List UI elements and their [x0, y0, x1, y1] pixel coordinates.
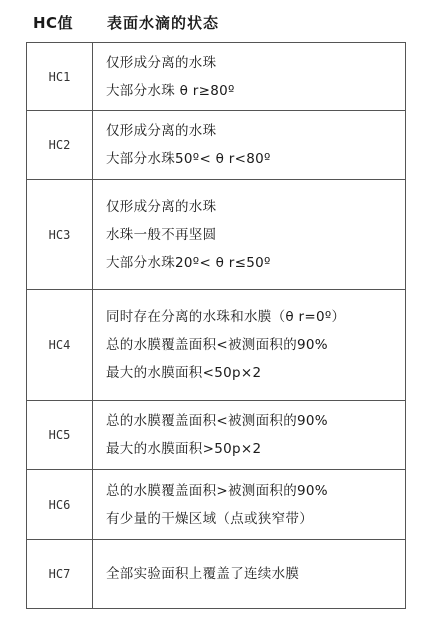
table-header: [0, 12, 426, 36]
description-cell: [93, 401, 405, 469]
description-line: 大部分水珠20º< θ r≤50º: [106, 254, 271, 271]
description-cell: [93, 540, 405, 608]
description-line: 大部分水珠 θ r≥80º: [106, 82, 235, 99]
hc-code-cell: HC3: [27, 180, 93, 289]
table-row: [27, 43, 405, 111]
description-cell: [93, 43, 405, 110]
description-line: 全部实验面积上覆盖了连续水膜: [106, 566, 300, 582]
description-cell: [93, 470, 405, 539]
description-line: 总的水膜覆盖面积>被测面积的90%: [106, 482, 328, 499]
table-row: [27, 180, 405, 290]
description-line: 仅形成分离的水珠: [106, 198, 217, 215]
water-state-header: 表面水滴的状态: [107, 14, 220, 32]
description-line: 仅形成分离的水珠: [106, 123, 217, 139]
hc-code-cell: HC4: [27, 290, 93, 400]
description-line: 水珠一般不再坚圆: [106, 226, 217, 243]
description-line: 有少量的干燥区域（点或狭窄带）: [106, 510, 313, 527]
hc-value-header: HC值: [33, 14, 74, 32]
table-row: [27, 290, 405, 401]
hc-classification-table: [26, 42, 406, 609]
hc-code-cell: HC7: [27, 540, 93, 608]
table-row: [27, 401, 405, 470]
description-line: 最大的水膜面积>50p×2: [106, 441, 262, 457]
hc-code-cell: HC6: [27, 470, 93, 539]
description-cell: [93, 180, 405, 289]
hc-code-cell: HC2: [27, 111, 93, 179]
description-line: 总的水膜覆盖面积<被测面积的90%: [106, 337, 328, 353]
hc-code-cell: HC1: [27, 43, 93, 110]
table-row: [27, 111, 405, 180]
table-row: [27, 470, 405, 540]
description-line: 总的水膜覆盖面积<被测面积的90%: [106, 413, 328, 429]
description-line: 同时存在分离的水珠和水膜（θ r=0º）: [106, 309, 346, 325]
description-cell: [93, 111, 405, 179]
table-row: [27, 540, 405, 609]
description-line: 最大的水膜面积<50p×2: [106, 365, 262, 381]
description-line: 仅形成分离的水珠: [106, 54, 217, 71]
hc-code-cell: HC5: [27, 401, 93, 469]
description-line: 大部分水珠50º< θ r<80º: [106, 151, 271, 167]
description-cell: [93, 290, 405, 400]
